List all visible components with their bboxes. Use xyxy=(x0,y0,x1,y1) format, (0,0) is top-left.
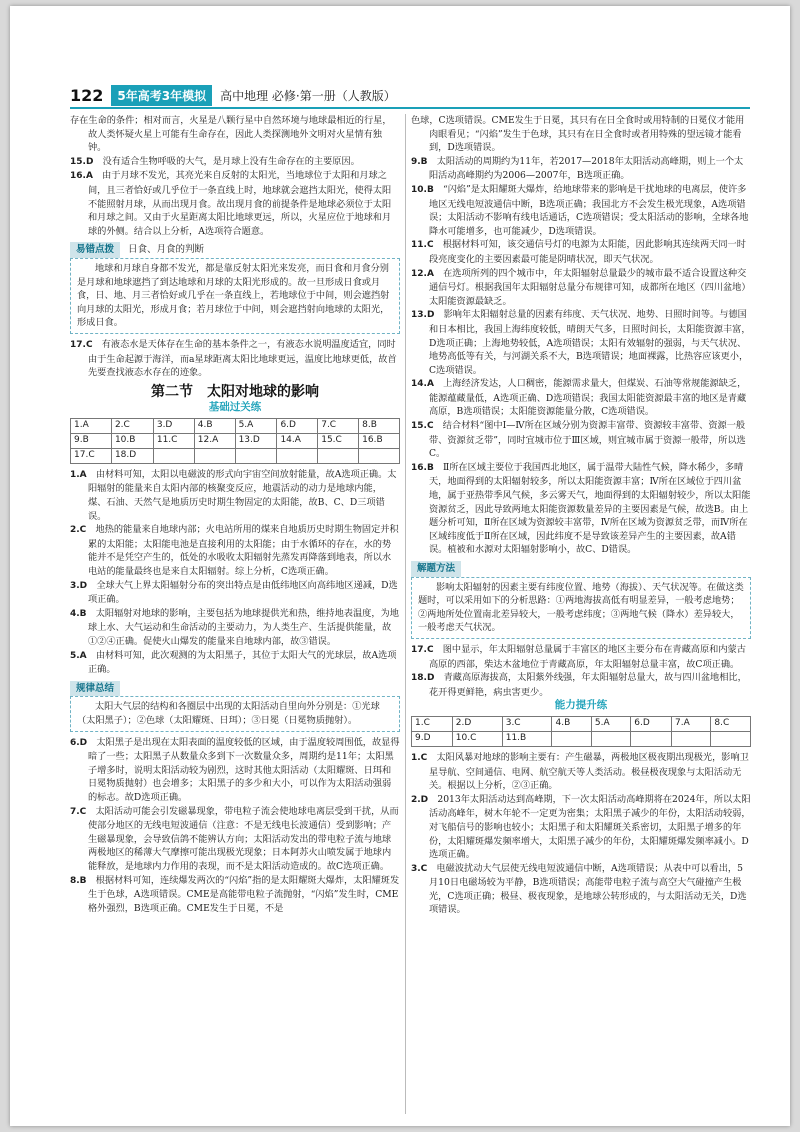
answer-item: 16.A 由于月球不发光，其亮光来自反射的太阳光，当地球位于太阳和月球之间，且三者恰好或几乎位于一条直线上时，地球就会遮挡太阳光，使得太阳不能照射月球，从而出现月食。故出现月食的前提条件是地球必须位于太阳和月球之间。又由于火星距离太阳比地球更远，所以，火星应位于地球和月球的外侧。结合以上分析，A选项符合题意。 xyxy=(70,170,392,237)
table-row: 1.A 2.C 3.D 4.B 5.A 6.D 7.C 8.B xyxy=(71,418,400,433)
tip-title: 规律总结 xyxy=(70,681,120,697)
page-sheet xyxy=(10,6,790,1126)
answer-item: 存在生命的条件；相对而言，火星是八颗行星中自然环境与地球最相近的行星，故人类怀疑火星上可能有生命存在，因此人类探测地外文明对火星情有独钟。 xyxy=(70,115,392,154)
sub-title-advanced: 能力提升练 xyxy=(554,699,608,712)
tip-body: 影响太阳辐射的因素主要有纬度位置、地势（海拔）、天气状况等。在做这类题时，可以采用如下的分析思路：①两地海拔高低有明显差异，一般考虑地势；②两地所处位置南北差异较大，一般考虑纬度；③两地气候（降水）差异较大，一般考虑天气状况。 xyxy=(411,577,751,639)
answer-item: 18.D 青藏高原海拔高，太阳紫外线强，年太阳辐射总量大，故与四川盆地相比，花开得更鲜艳，病虫害更少。 xyxy=(411,672,747,698)
answer-item: 14.A 上海经济发达，人口稠密，能源需求量大，但煤炭、石油等常规能源缺乏，能源蕴藏量低，A选项正确、D选项错误；我国太阳能资源最丰富的地区是青藏高原，B选项错误；太阳能资源能量分散，C选项错误。 xyxy=(411,378,747,418)
right-items-top xyxy=(411,114,751,557)
answer-item: 10.B “闪焰”是太阳耀斑大爆炸，给地球带来的影响是干扰地球的电离层，使许多地区无线电短波通信中断，B选项正确；我国北方不会发生极光现象，A选项错误；太阳活动不影响有线电话通话，C选项错误；受太阳活动的影响，全球各地降水可能增多，也可能减少，D选项错误。 xyxy=(411,183,749,237)
tip-box-rule xyxy=(70,681,400,732)
answer-item: 2.C 地热的能量来自地球内部；火电站所用的煤来自地质历史时期生物固定并积累的太阳能；太阳能电池是直接利用的太阳能；由于水循环的存在，水的势能并不是凭空产生的，低处的水吸收太阳辐射先蒸发再降落到地表，所以水电站的能量最终也是来自太阳辐射。综上分析，C选项正确。 xyxy=(70,524,399,578)
right-column xyxy=(411,114,751,1114)
answer-table-advanced xyxy=(411,716,751,747)
section-title: 第二节 太阳对地球的影响 xyxy=(151,383,319,400)
answer-item: 15.C 结合材料“图中Ⅰ—Ⅳ所在区域分别为资源丰富带、资源较丰富带、资源一般带、资源贫乏带”，同时宜城市位于Ⅲ区域，则宜城市属于资源一般带，所以选C。 xyxy=(411,420,746,460)
left-items-mid xyxy=(70,468,400,677)
series-badge: 5年高考3年模拟 xyxy=(111,85,212,106)
table-row: 17.C 18.D xyxy=(71,448,400,463)
book-title: 高中地理 必修·第一册（人教版） xyxy=(220,88,396,103)
answer-item: 15.D 没有适合生物呼吸的大气，是月球上没有生命存在的主要原因。 xyxy=(70,155,360,167)
answer-item: 4.B 太阳辐射对地球的影响，主要包括为地球提供光和热，维持地表温度，为地球上水、大气运动和生命活动的主要动力，为人类生产、生活提供能量，故①②④正确。促使火山爆发的能量来自地球内部，故③错误。 xyxy=(70,607,399,647)
left-items-top xyxy=(70,114,400,238)
tip-box-error xyxy=(70,242,400,334)
answer-item: 1.C 太阳风暴对地球的影响主要有：产生磁暴，两极地区极夜期出现极光，影响卫星导航、空间通信、电网、航空航天等人类活动。极昼极夜现象与太阳活动无关。根据以上分析，②③正确。 xyxy=(411,751,749,792)
tip-body: 地球和月球自身都不发光，都是靠反射太阳光来发亮，而日食和月食分别是月球和地球遮挡了到达地球和月球的太阳光形成的。故一旦形成日食或月食，日、地、月三者恰好或几乎在一条直线上，若地球位于中间，则会遮挡射向月球的太阳光，形成月食；若月球位于中间，则会遮挡射向地球的太阳光，形成日食。 xyxy=(70,258,400,334)
answer-item: 3.D 全球大气上界太阳辐射分布的突出特点是由低纬地区向高纬地区递减，D选项正确。 xyxy=(70,579,398,606)
answer-item: 12.A 在选项所列的四个城市中，年太阳辐射总量最少的城市最不适合设置这种交通信号灯。根据我国年太阳辐射总量分布规律可知，成都所在地区（四川盆地）太阳能资源最缺乏。 xyxy=(411,267,751,307)
answer-item: 5.A 由材料可知，此次观测的为太阳黑子，其位于太阳大气的光球层，故A选项正确。 xyxy=(70,649,397,676)
tip-box-method xyxy=(411,561,751,639)
answer-item: 8.B 根据材料可知，连续爆发两次的“闪焰”指的是太阳耀斑大爆炸，太阳耀斑发生于色球，A选项错误。CME是高能带电粒子流抛射，“闪焰”发生时，CME格外强烈，B选项正确。CME发生于日冕，不是 xyxy=(70,874,400,914)
tip-body: 太阳大气层的结构和各圈层中出现的太阳活动自里向外分别是：①光球（太阳黑子）；②色球（太阳耀斑、日珥）；③日冕（日冕物质抛射）。 xyxy=(70,696,400,731)
answer-item: 3.C 电磁波扰动大气层使无线电短波通信中断，A选项错误；从表中可以看出，5月10日电磁场较为平静，B选项错误；高能带电粒子流与高空大气碰撞产生极光，C选项正确；极昼、极夜现象，是地球公转形成的，与太阳活动无关，D选项错误。 xyxy=(411,862,747,916)
answer-item: 16.B Ⅱ所在区域主要位于我国西北地区，属于温带大陆性气候，降水稀少，多晴天，地面得到的太阳辐射较多，所以太阳能资源丰富；Ⅳ所在区域位于四川盆地，属于亚热带季风气候，多云雾天气，地面得到的太阳辐射较少，所以太阳能资源贫乏，因此导致两地太阳能资源数量差异的主要因素是气候，故选B。由上题分析可知，Ⅱ所在区域为资源较丰富带，Ⅳ所在区域为资源贫乏带，而Ⅳ所在区域纬度低于Ⅱ所在区域，因此纬度不是导致该差异产生的主要因素，故A错误。植被和水源对太阳辐射影响小，故C、D错误。 xyxy=(411,461,751,556)
page-number: 122 xyxy=(70,85,104,105)
left-items-bottom xyxy=(70,736,400,916)
answer-item: 7.C 太阳活动可能会引发磁暴现象，带电粒子流会使地球电离层受到干扰，从而使部分地区的无线电短波通信（注意：不是无线电长波通信）受到影响；产生磁暴现象，会导致信鸽不能辨认方向；太阳活动发出的带电粒子流与地球两极地区的稀薄大气摩擦可能出现极光现象；日本阿苏火山喷发属于地球内能释放，是地球内力作用的表现，而不是太阳活动造成的。故C选项正确。 xyxy=(70,805,399,872)
answer-item: 6.D 太阳黑子是出现在太阳表面的温度较低的区域，由于温度较周围低，故显得暗了一些；太阳黑子从数量众多到下一次数量众多，周期约是11年；太阳黑子增多时，说明太阳活动较为剧烈，这时其他太阳活动（太阳耀斑、日珥和日冕物质抛射）也会增多；太阳黑子的多少和大小，可以作为太阳活动强弱的标志。故D选项正确。 xyxy=(70,736,400,803)
answer-item: 17.C 图中显示，年太阳辐射总量属于丰富区的地区主要分布在青藏高原和内蒙古高原的西部，柴达木盆地位于青藏高原，年太阳辐射总量丰富，故C项正确。 xyxy=(411,643,746,670)
answer-item: 色球，C选项错误。CME发生于日冕，其只有在日全食时或用特制的日冕仪才能用肉眼看见；“闪焰”发生于色球，其只有在日全食时或者用特殊的望远镜才能看到，D选项错误。 xyxy=(411,115,745,154)
table-row: 9.B 10.B 11.C 12.A 13.D 14.A 15.C 16.B xyxy=(71,433,400,448)
tip-subtitle: 日食、月食的判断 xyxy=(128,244,205,256)
tip-title: 易错点拨 xyxy=(70,242,120,258)
left-column xyxy=(70,114,400,1114)
answer-item: 13.D 影响年太阳辐射总量的因素有纬度、天气状况、地势、日照时间等。与德国和日本相比，我国上海纬度较低，晴朗天气多，日照时间长，太阳能资源丰富，D选项正确；上海地势较低，A选项错误；太阳有效辐射的强弱，与天气状况、地势高低等有关，与河湖关系不大，B选项错误；地面裸露，比热容应该更小，C选项错误。 xyxy=(411,309,751,376)
header-rule xyxy=(70,107,750,109)
page-header xyxy=(70,84,396,106)
answer-item: 11.C 根据材料可知，该交通信号灯的电源为太阳能，因此影响其连续两天同一时段亮度变化的主要因素最可能是阴晴状况，即天气状况。 xyxy=(411,239,746,265)
tip-title: 解题方法 xyxy=(411,561,461,577)
right-items-mid xyxy=(411,643,751,699)
answer-item: 9.B 太阳活动的周期约为11年，若2017—2018年太阳活动高峰期，则上一个太阳活动高峰期约为2006—2007年，B选项正确。 xyxy=(411,155,744,182)
right-items-bottom xyxy=(411,751,751,917)
answer-item: 1.A 由材料可知，太阳以电磁波的形式向宇宙空间放射能量，故A选项正确。太阳辐射的能量来自太阳内部的核聚变反应，地震活动的动力是地球内能，煤、石油、天然气是地质历史时期生物固定的太阳能，故B、C、D三项错误。 xyxy=(70,468,397,522)
answer-table-basic xyxy=(70,418,400,464)
column-divider xyxy=(405,114,406,1114)
sub-title-basic: 基础过关练 xyxy=(208,401,262,414)
answer-item: 17.C 有液态水是天体存在生命的基本条件之一，有液态水说明温度适宜，同时由于生命起源于海洋，而a星球距离太阳比地球更远，温度比地球更低，故首先要查找液态水存在的迹象。 xyxy=(70,338,397,379)
table-row: 1.C 2.D 3.C 4.B 5.A 6.D 7.A 8.C xyxy=(412,716,751,731)
answer-item: 2.D 2013年太阳活动达到高峰期，下一次太阳活动高峰期将在2024年，所以太阳活动高峰年，树木年轮不一定更为密集；太阳黑子减少的年份，太阳活动较弱，对飞船信号的影响也较小；太阳黑子和太阳耀斑关系密切，太阳黑子增多的年份，太阳耀斑爆发频率增大，太阳黑子减少的年份，太阳耀斑爆发频率减小。D选项正确。 xyxy=(411,793,751,861)
table-row: 9.D 10.C 11.B xyxy=(412,731,751,746)
